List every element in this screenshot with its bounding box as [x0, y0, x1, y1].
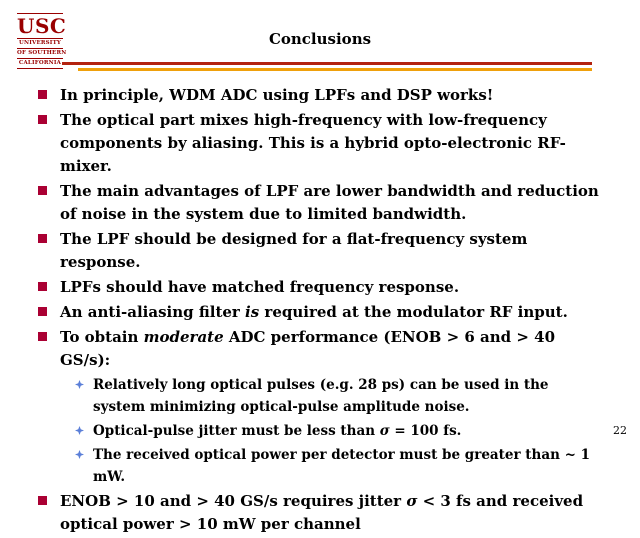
bullet-text	[93, 444, 593, 488]
bullet-text-part: LPFs should have matched frequency response.	[60, 278, 460, 296]
bullet-text-part: σ	[379, 423, 390, 439]
bullet-item	[38, 490, 618, 536]
bullet-text-part: is	[245, 303, 260, 321]
bullet-marker	[38, 228, 60, 274]
square-bullet-icon	[38, 90, 47, 99]
bullet-item	[38, 301, 618, 324]
bullet-text-part: The optical part mixes high-frequency with low-frequency components by aliasing. This is a hybrid opto-electronic RF-mixer.	[60, 111, 566, 175]
separator-rule-red	[62, 62, 592, 65]
bullet-text	[60, 84, 608, 107]
bullet-text-part: < 3 fs and received optical power > 10 mW per channel	[60, 492, 584, 533]
square-bullet-icon	[38, 307, 47, 316]
bullet-text-part: The received optical power per detector must be greater than ~ 1 mW.	[93, 447, 591, 485]
bullet-text	[93, 374, 593, 418]
bullet-marker	[38, 109, 60, 178]
square-bullet-icon	[38, 186, 47, 195]
bullet-text	[60, 228, 608, 274]
square-bullet-icon	[38, 332, 47, 341]
logo-rule	[17, 48, 63, 49]
bullet-text-part: ADC performance (ENOB > 6 and > 40 GS/s):	[60, 328, 556, 369]
bullet-item	[38, 326, 618, 372]
bullet-marker	[38, 490, 60, 536]
square-bullet-icon	[38, 496, 47, 505]
logo-rule	[17, 58, 63, 59]
bullet-item	[38, 276, 618, 299]
square-bullet-icon	[38, 115, 47, 124]
bullet-item	[38, 228, 618, 274]
bullet-text-part: required at the modulator RF input.	[259, 303, 568, 321]
bullet-text-part: In principle, WDM ADC using LPFs and DSP works!	[60, 86, 494, 104]
bullet-text-part: The LPF should be designed for a flat-frequency system response.	[60, 230, 528, 271]
diamond-bullet-icon	[75, 380, 84, 389]
bullet-marker	[38, 84, 60, 107]
bullet-marker	[38, 276, 60, 299]
bullet-text-part: Relatively long optical pulses (e.g. 28 ps) can be used in the system minimizing optical-pulse amplitude noise.	[93, 377, 549, 415]
square-bullet-icon	[38, 234, 47, 243]
bullet-marker	[75, 420, 93, 442]
bullet-item	[38, 109, 618, 178]
bullet-marker	[38, 301, 60, 324]
bullet-text	[60, 180, 608, 226]
bullet-text-part: To obtain	[60, 328, 144, 346]
bullet-text-part: ENOB > 10 and > 40 GS/s requires jitter	[60, 492, 407, 510]
bullet-marker	[75, 374, 93, 418]
logo-rule	[17, 68, 63, 69]
logo-acronym: USC	[17, 14, 67, 38]
sub-bullet-item	[75, 420, 618, 442]
separator-rule-gold	[78, 68, 592, 71]
bullet-text-part: The main advantages of LPF are lower bandwidth and reduction of noise in the system due to limited bandwidth.	[60, 182, 599, 223]
bullet-text	[60, 326, 608, 372]
page-number: 22	[613, 424, 627, 437]
bullet-marker	[38, 180, 60, 226]
bullet-marker	[38, 326, 60, 372]
bullet-text-part: = 100 fs.	[389, 423, 462, 439]
logo-line-california: CALIFORNIA	[18, 60, 62, 66]
bullet-marker	[75, 444, 93, 488]
bullet-list	[38, 84, 618, 538]
sub-bullet-item	[75, 374, 618, 418]
bullet-item	[38, 84, 618, 107]
bullet-text-part: Optical-pulse jitter must be less than	[93, 423, 380, 439]
bullet-text	[93, 420, 593, 442]
diamond-bullet-icon	[75, 450, 84, 459]
logo-line-of-southern: OF SOUTHERN	[17, 50, 67, 56]
bullet-item	[38, 180, 618, 226]
logo-line-university: UNIVERSITY	[19, 40, 61, 46]
bullet-text-part: An anti-aliasing filter	[60, 303, 246, 321]
diamond-bullet-icon	[75, 426, 84, 435]
bullet-text	[60, 109, 608, 178]
square-bullet-icon	[38, 282, 47, 291]
bullet-text	[60, 490, 608, 536]
slide-title: Conclusions	[268, 30, 372, 48]
bullet-text	[60, 276, 608, 299]
sub-bullet-item	[75, 444, 618, 488]
bullet-text-part: σ	[406, 492, 418, 510]
bullet-text-part: moderate	[143, 328, 224, 346]
bullet-text	[60, 301, 608, 324]
